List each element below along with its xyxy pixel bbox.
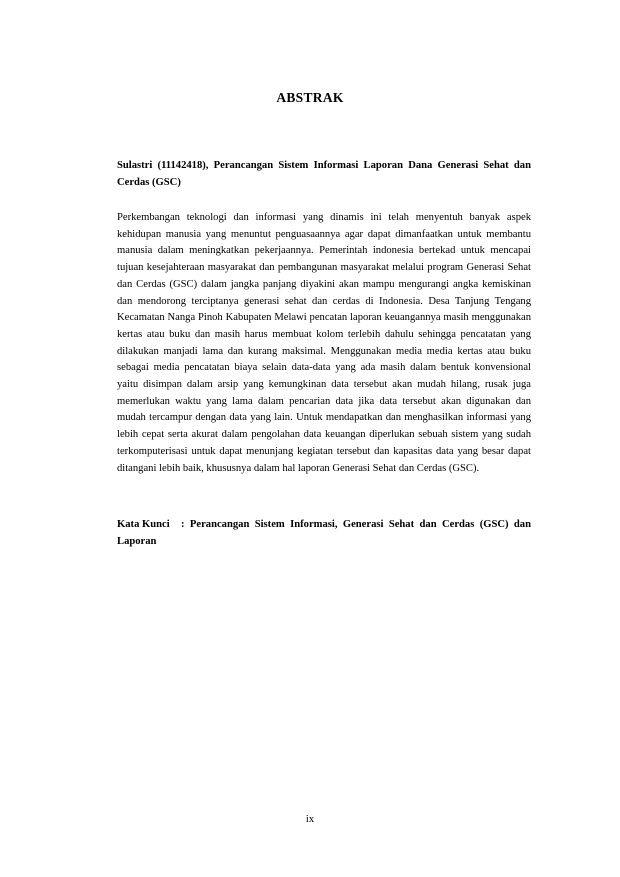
author-title-line: Sulastri (11142418), Perancangan Sistem Informasi Laporan Dana Generasi Sehat dan Cerdas (GSC) — [117, 160, 531, 188]
keywords-label: Kata Kunci — [117, 519, 170, 530]
keywords-line — [117, 517, 531, 550]
page-number: ix — [305, 814, 315, 825]
page-title: ABSTRAK — [276, 90, 344, 105]
keywords-text: Perancangan Sistem Informasi, Generasi Sehat dan Cerdas (GSC) dan Laporan — [117, 519, 531, 547]
keywords-separator: : — [181, 519, 185, 530]
abstract-body: Perkembangan teknologi dan informasi yang dinamis ini telah menyentuh banyak aspek kehidupan manusia yang menuntut penguasaannya agar dapat dimanfaatkan untuk membantu manusia dalam meningkatkan pekerjaannya. Pemerintah indonesia bertekad untuk mencapai tujuan kesejahteraan masyarakat dan pembangunan masyarakat melalui program Generasi Sehat dan Cerdas (GSC) dalam jangka panjang diyakini akan mampu mengurangi angka kemiskinan dan mendorong terciptanya generasi sehat dan cerdas di Indonesia. Desa Tanjung Tengang Kecamatan Nanga Pinoh Kabupaten Melawi pencatan laporan keuangannya masih menggunakan kertas atau buku dan masih harus membuat kolom terlebih dahulu sehingga pencatatan yang dilakukan manjadi lama dan kurang maksimal. Menggunakan media media kertas atau buku sebagai media pencatatan biaya selain data-data yang ada masih dalam bentuk konvensional yaitu disimpan dalam arsip yang kemungkinan data tersebut akan mudah hilang, rusak juga memerlukan waktu yang lama dalam pencarian data jika data tersebut akan digunakan dan mudah tercampur dengan data yang lain. Untuk mendapatkan dan menghasilkan informasi yang lebih cepat serta akurat dalam pengolahan data keuangan diperlukan sebuah sistem yang sudah terkomputerisasi untuk dapat menunjang kegiatan tersebut dan kapasitas data yang besar dapat ditangani lebih baik, khususnya dalam hal laporan Generasi Sehat dan Cerdas (GSC). — [117, 212, 531, 474]
